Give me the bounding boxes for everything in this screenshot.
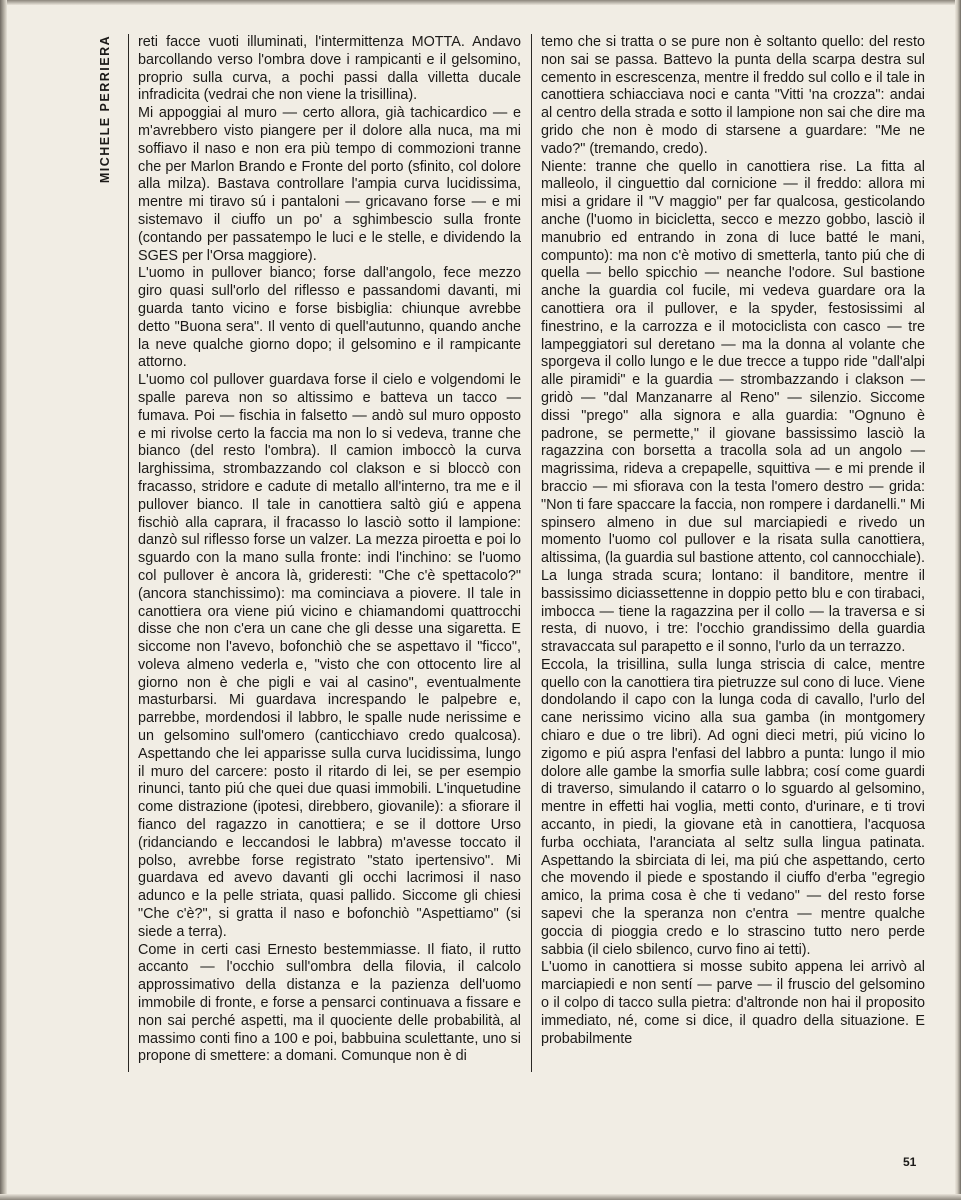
paragraph: L'uomo in pullover bianco; forse dall'angolo, fece mezzo giro quasi sull'orlo del riflesso e passandomi davanti, mi guarda tanto vicino e forse bisbiglia: chiunque avrebbe detto "Buona sera". Il vento di quell'autunno, quando anche la neve qualche giorno dopo; il gelsomino e il rampicante attorno.	[138, 265, 521, 371]
page-number: 51	[903, 1155, 917, 1169]
column-rule-center	[531, 34, 532, 1072]
paragraph: Come in certi casi Ernesto bestemmiasse. Il fiato, il rutto accanto — l'occhio sull'ombra della filovia, il calcolo approssimativo della distanza e la pazienza dell'uomo immobile di fronte, e forse a pensarci continuava a fissare e non sai perché aspetti, ma il quociente delle probabilità, al massimo conti fino a 100 e poi, babbuina sculettante, uno si propone di smettere: a domani. Comunque non è di	[138, 941, 521, 1065]
paragraph: Mi appoggiai al muro — certo allora, già tachicardico — e m'avrebbero visto piangere per il dolore alla nuca, ma mi soffiavo il naso e non era più tempo di commozioni tranne che per Marlon Brando e Fronte del porto (sfinito, col dolore alla milza). Bastava controllare l'ampia curva lucidissima, mentre mi tiravo sú i pantaloni — gricavano forse — e mi sistemavo il ciuffo un po' a sghimbescio sulla fronte (contando per passatempo le luci e le stelle, e dividendo la SGES per l'Orsa maggiore).	[138, 105, 521, 264]
paragraph: Niente: tranne che quello in canottiera rise. La fitta al malleolo, il cinguettio dal cornicione — il freddo: allora mi misi a gridare il "V maggio" per far qualcosa, gesticolando anche (l'uomo in bicicletta, secco e mezzo gobbo, lasciò il manubrio ed entrando in zona di luce batté le mani, compunto): ma non c'è motivo di smetterla, tanto piú che di quella — bello spicchio — neanche l'odore. Sul bastione anche la guardia col fucile, mi vedeva guardare ora la canottiera ora il pullover, e la spyder, festosissimi al finestrino, e la carrozza e il motociclista con casco — tre lampeggiatori sul deretano — ma la donna al volante che sporgeva il collo lungo e le due trecce a tuppo ride "dall'alpi alle piramidi" e la guardia — strombazzando i clakson — gridò — "dal Manzanarre al Reno" — silenzio. Siccome dissi "prego" alla signora e alla guardia: "Ognuno è padrone, se permette," il giovane bassissimo lasciò la ragazzina con borsetta a tracolla sola ad un angolo — magrissima, rideva a crepapelle, squittiva — e mi prende il braccio — mi sfiorava con la testa l'omero destro — grida: "Non ti fare spaccare la faccia, non rompere i dardanelli." Mi spinsero almeno in due sul marciapiedi e rivedo un momento l'uomo col pullover e la risata sulla canottiera, altissima, (la guardia sul bastione attento, col cannocchiale). La lunga strada scura; lontano: il banditore, mentre il bassissimo diciassettenne in doppio petto blu e con tirabaci, imbocca — tiene la ragazzina per il collo — la traversa e si resta, di nuovo, i tre: l'occhio grandissimo della guardia stravaccata sul parapetto e il sonno, l'urlo da un terrazzo.	[541, 158, 925, 656]
paragraph: L'uomo col pullover guardava forse il cielo e volgendomi le spalle pareva non so altissimo e batteva un tacco — fumava. Poi — fischia in falsetto — andò sul muro opposto e mi rivolse certo la faccia ma non lo si vedeva, tranne che bianco (del resto l'ombra). Il camion imboccò la curva larghissima, strombazzando col clakson e si bloccò con fracasso, stridore e cadute di metallo all'interno, tra me e il pullover bianco. Il tale in canottiera saltò giú e appena fischiò alla caprara, il fracasso lo lasciò sotto il lampione: danzò sul riflesso forse un valzer. La mezza piroetta e poi lo sguardo con la mano sulla fronte: indi l'inchino: se l'uomo col pullover è ancora là, grideresti: "Che c'è spettacolo?" (ancora stanchissimo): ma cominciava a piovere. Il tale in canottiera ora viene piú vicino e chiamandomi quattrocchi disse che non c'era un cane che gli desse una sigaretta. E siccome non l'avevo, bofonchiò che se aspettavo il "ficco", voleva almeno vederla e, "visto che con ottocento lire al giorno non è che pigli e vai al casino", eventualmente masturbarsi. Mi guardava increspando le palpebre e, parrebbe, mordendosi il labbro, le spalle nude nerissime e un gelsomino sull'omero (canticchiavo credo qualcosa). Aspettando che lei apparisse sulla curva lucidissima, lungo il muro del carcere: posto il ritardo di lei, se per esempio rinunci, tanto piú che quei due quasi immobili. L'inquetudine come distrazione (ipotesi, direbbero, giovanile): a sfiorare il fianco del ragazzo in canottiera; e se il dottore Urso (ridanciando e leccandosi le labbra) m'avesse toccato il polso, avrebbe forse registrato "stato ipertensivo". Mi guardava ed avevo davanti gli occhi lacrimosi il naso adunco e la pelle striata, quasi pallido. Siccome gli chiesi "Che c'è?", si gratta il naso e bofonchiò "Aspettiamo" (si siede a terra).	[138, 372, 521, 940]
text-column-left	[138, 34, 521, 1066]
paragraph: Eccola, la trisillina, sulla lunga striscia di calce, mentre quello con la canottiera tira pietruzze sul cono di luce. Viene dondolando il capo con la lunga coda di cavallo, l'urlo del cane nerissimo vicino alla sua gamba (in montgomery chiaro e due o tre libri). Ad ogni dieci metri, piú vicino lo zigomo e piú aspra l'enfasi del labbro a punta: lungo il mio dolore alle gambe la smorfia sulle labbra; cosí come guardi di traverso, simulando il catarro o lo sguardo al gelsomino, mentre in effetti hai voglia, metti conto, d'urinare, e ti trovi accanto, in piedi, la giovane età in canottiera, l'acquosa furba occhiata, l'aranciata al seltz sulla lingua patinata. Aspettando la sbirciata di lei, ma piú che aspettando, certo che movendo il piede e spostando il ciuffo d'erba "egregio amico, la prima cosa è che ti vedano" — del resto forse sapevi che la speranza non c'entra — mentre qualche goccia di pioggia credo e lo strascino tutto nero perde sabbia (il cielo sbilenco, curvo fino ai tetti).	[541, 656, 925, 958]
scan-edge-left	[0, 0, 7, 1200]
paragraph: L'uomo in canottiera si mosse subito appena lei arrivò al marciapiedi e non sentí — parve — il fruscio del gelsomino o il colpo di tacco sulla pietra: d'altronde non hai il proposito immediato, né, come si dice, il quadro della situazione. E probabilmente	[541, 959, 925, 1047]
text-column-right	[541, 34, 925, 1048]
paragraph: reti facce vuoti illuminati, l'intermittenza MOTTA. Andavo barcollando verso l'ombra dove i rampicanti e il gelsomino, proprio sulla curva, a pochi passi dalla villetta ducale infradicita (vedrai che non viene la trisillina).	[138, 34, 521, 104]
running-head	[92, 34, 118, 184]
author-name: MICHELE PERRIERA	[98, 34, 112, 184]
paragraph: temo che si tratta o se pure non è soltanto quello: del resto non sai se passa. Battevo la punta della scarpa destra sul cemento in escrescenza, mentre il freddo sul collo e il tale in canottiera schiacciava noci e canta "Vitti 'na crozza": andai al centro della strada e sotto il lampione non sai che dire ma grido che non è modo di starsene a guardare: "Me ne vado?" (tremando, credo).	[541, 34, 925, 157]
column-rule-left	[128, 34, 129, 1072]
scan-edge-bottom	[0, 1194, 961, 1200]
scan-edge-right	[955, 0, 961, 1200]
scan-edge-top	[0, 0, 961, 5]
